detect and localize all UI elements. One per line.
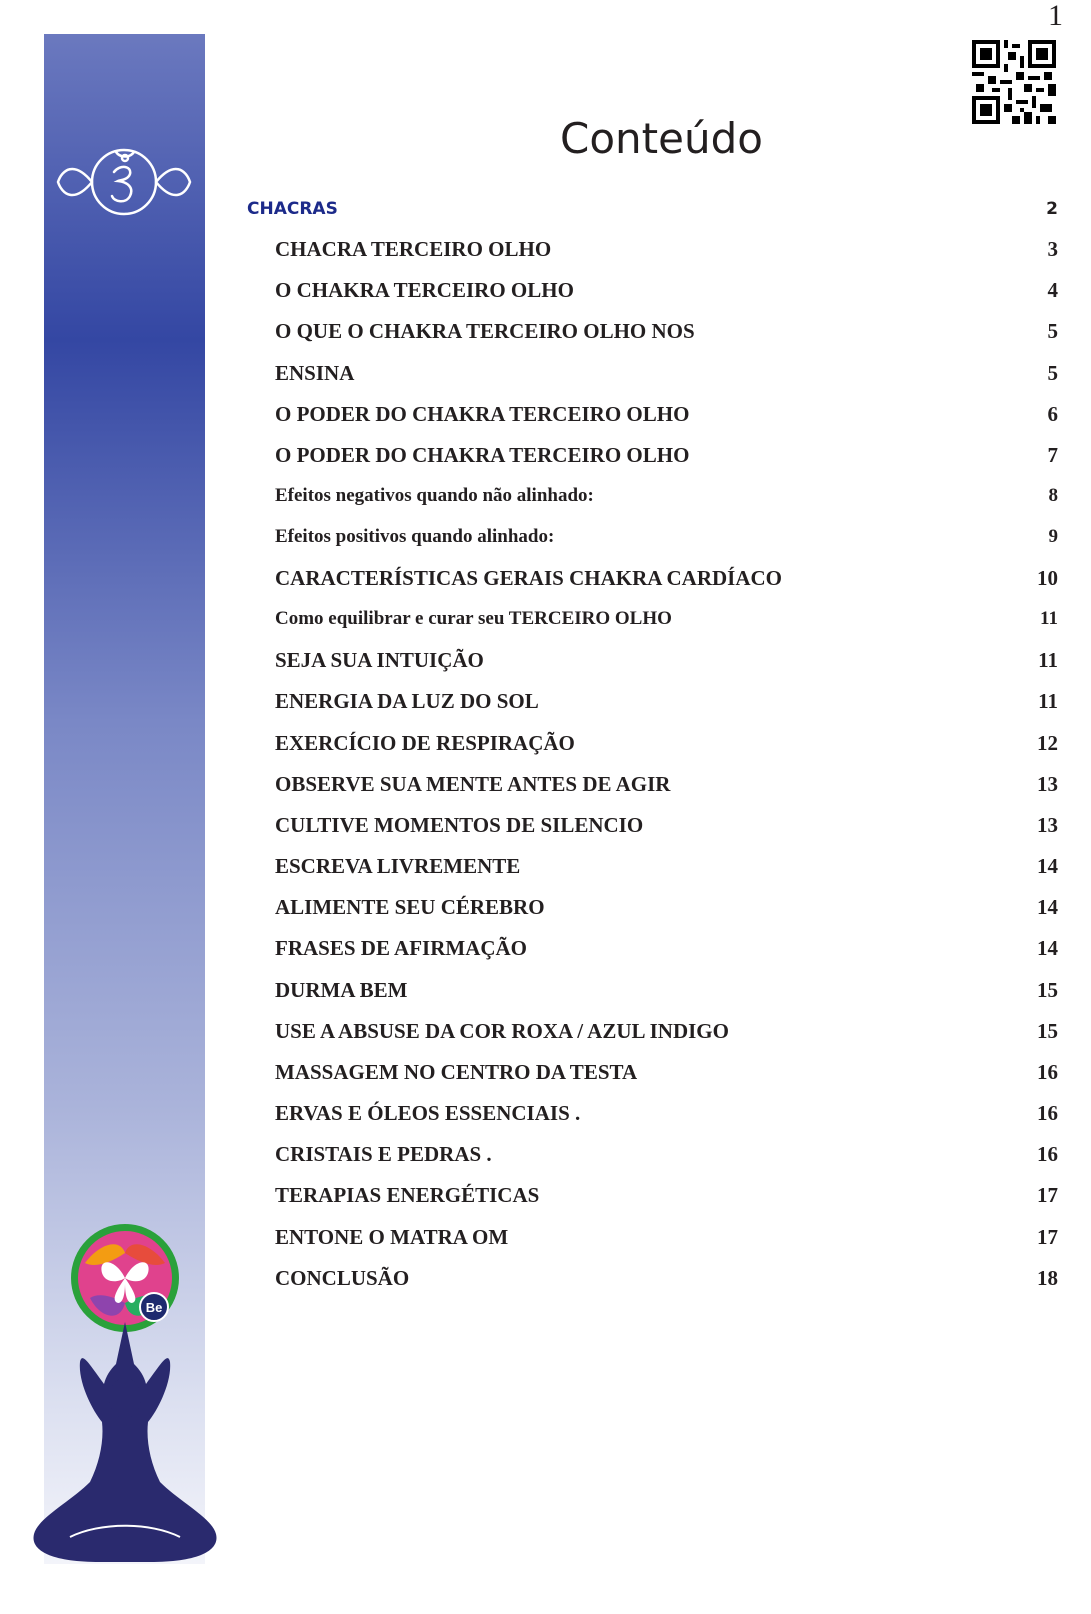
toc-entry-label: MASSAGEM NO CENTRO DA TESTA xyxy=(275,1060,638,1084)
toc-entry[interactable] xyxy=(0,892,1091,922)
toc-entry-page: 18 xyxy=(1037,1266,1058,1290)
toc-entry-label: Como equilibrar e curar seu TERCEIRO OLHO xyxy=(275,608,672,629)
toc-entry-page: 17 xyxy=(1037,1225,1058,1249)
toc-entry-page: 16 xyxy=(1037,1142,1058,1166)
toc-entry-label: CONCLUSÃO xyxy=(275,1266,410,1290)
logo-text: Be xyxy=(145,1300,163,1315)
toc-entry[interactable] xyxy=(0,769,1091,799)
page-title: Conteúdo xyxy=(560,114,763,163)
toc-entry-label: CULTIVE MOMENTOS DE SILENCIO xyxy=(275,813,644,837)
toc-entry-label: CHACRAS xyxy=(247,199,338,219)
toc-entry-label: USE A ABSUSE DA COR ROXA / AZUL INDIGO xyxy=(275,1019,729,1043)
toc-entry[interactable] xyxy=(0,1098,1091,1128)
toc-entry-label: ESCREVA LIVREMENTE xyxy=(275,854,521,878)
page-number: 1 xyxy=(1048,0,1063,32)
toc-entry-page: 5 xyxy=(1047,319,1058,343)
toc-entry-page: 6 xyxy=(1047,402,1058,426)
toc-entry-page: 10 xyxy=(1037,566,1058,590)
toc-entry-page: 11 xyxy=(1040,608,1058,629)
toc-entry-label: SEJA SUA INTUIÇÃO xyxy=(275,648,484,672)
toc-entry[interactable] xyxy=(0,1263,1091,1293)
toc-entry[interactable] xyxy=(0,316,1091,346)
toc-entry[interactable] xyxy=(0,686,1091,716)
toc-entry-page: 12 xyxy=(1037,731,1058,755)
toc-entry-label: Efeitos positivos quando alinhado: xyxy=(275,526,555,547)
toc-entry-page: 8 xyxy=(1048,485,1058,506)
toc-entry-page: 15 xyxy=(1037,1019,1058,1043)
toc-entry[interactable] xyxy=(0,810,1091,840)
toc-entry-label: CHACRA TERCEIRO OLHO xyxy=(275,237,552,261)
toc-entry-page: 16 xyxy=(1037,1060,1058,1084)
toc-entry-label: O PODER DO CHAKRA TERCEIRO OLHO xyxy=(275,402,690,426)
toc-entry-page: 4 xyxy=(1047,278,1058,302)
toc-entry-page: 16 xyxy=(1037,1101,1058,1125)
toc-entry[interactable] xyxy=(0,275,1091,305)
toc-entry-label: OBSERVE SUA MENTE ANTES DE AGIR xyxy=(275,772,671,796)
toc-entry-chacras[interactable] xyxy=(0,194,1091,224)
toc-entry-label: DURMA BEM xyxy=(275,978,408,1002)
toc-entry[interactable] xyxy=(0,234,1091,264)
toc-entry-label: CARACTERÍSTICAS GERAIS CHAKRA CARDÍACO xyxy=(275,566,782,590)
toc-entry[interactable] xyxy=(0,1139,1091,1169)
toc-entry-page: 11 xyxy=(1038,689,1058,713)
toc-entry-page: 17 xyxy=(1037,1183,1058,1207)
toc-entry[interactable] xyxy=(0,563,1091,593)
toc-entry-page: 15 xyxy=(1037,978,1058,1002)
toc-entry-page: 13 xyxy=(1037,813,1058,837)
toc-entry[interactable] xyxy=(0,1057,1091,1087)
toc-entry-page: 14 xyxy=(1037,895,1058,919)
toc-entry-page: 5 xyxy=(1047,361,1058,385)
toc-entry[interactable] xyxy=(0,1222,1091,1252)
toc-entry[interactable] xyxy=(0,522,1091,552)
toc-entry-label: CRISTAIS E PEDRAS . xyxy=(275,1142,492,1166)
toc-entry[interactable] xyxy=(0,728,1091,758)
toc-entry-page: 2 xyxy=(1046,199,1058,219)
toc-entry-page: 14 xyxy=(1037,854,1058,878)
toc-entry-label: O CHAKRA TERCEIRO OLHO xyxy=(275,278,574,302)
toc-entry[interactable] xyxy=(0,604,1091,634)
toc-entry[interactable] xyxy=(0,399,1091,429)
toc-entry-label: O QUE O CHAKRA TERCEIRO OLHO NOS xyxy=(275,319,695,343)
toc-entry-page: 7 xyxy=(1047,443,1058,467)
toc-entry-label: ALIMENTE SEU CÉREBRO xyxy=(275,895,545,919)
toc-entry-page: 9 xyxy=(1048,526,1058,547)
toc-entry[interactable] xyxy=(0,1180,1091,1210)
toc-entry-label: Efeitos negativos quando não alinhado: xyxy=(275,485,594,506)
toc-entry[interactable] xyxy=(0,851,1091,881)
toc-entry[interactable] xyxy=(0,933,1091,963)
toc-entry-label: ENERGIA DA LUZ DO SOL xyxy=(275,689,539,713)
toc-entry-label: EXERCÍCIO DE RESPIRAÇÃO xyxy=(275,731,575,755)
toc-entry-label: ENTONE O MATRA OM xyxy=(275,1225,509,1249)
toc-entry-label: FRASES DE AFIRMAÇÃO xyxy=(275,936,528,960)
toc-entry-page: 14 xyxy=(1037,936,1058,960)
toc-entry-label: ENSINA xyxy=(275,361,355,385)
toc-entry[interactable] xyxy=(0,440,1091,470)
toc-entry[interactable] xyxy=(0,481,1091,511)
toc-entry[interactable] xyxy=(0,358,1091,388)
toc-entry-page: 11 xyxy=(1038,648,1058,672)
toc-entry-label: TERAPIAS ENERGÉTICAS xyxy=(275,1183,540,1207)
toc-entry-label: O PODER DO CHAKRA TERCEIRO OLHO xyxy=(275,443,690,467)
toc-entry[interactable] xyxy=(0,645,1091,675)
toc-entry-page: 13 xyxy=(1037,772,1058,796)
toc-entry[interactable] xyxy=(0,975,1091,1005)
toc-entry-label: ERVAS E ÓLEOS ESSENCIAIS . xyxy=(275,1101,581,1125)
toc-entry[interactable] xyxy=(0,1016,1091,1046)
toc-entry-page: 3 xyxy=(1047,237,1058,261)
